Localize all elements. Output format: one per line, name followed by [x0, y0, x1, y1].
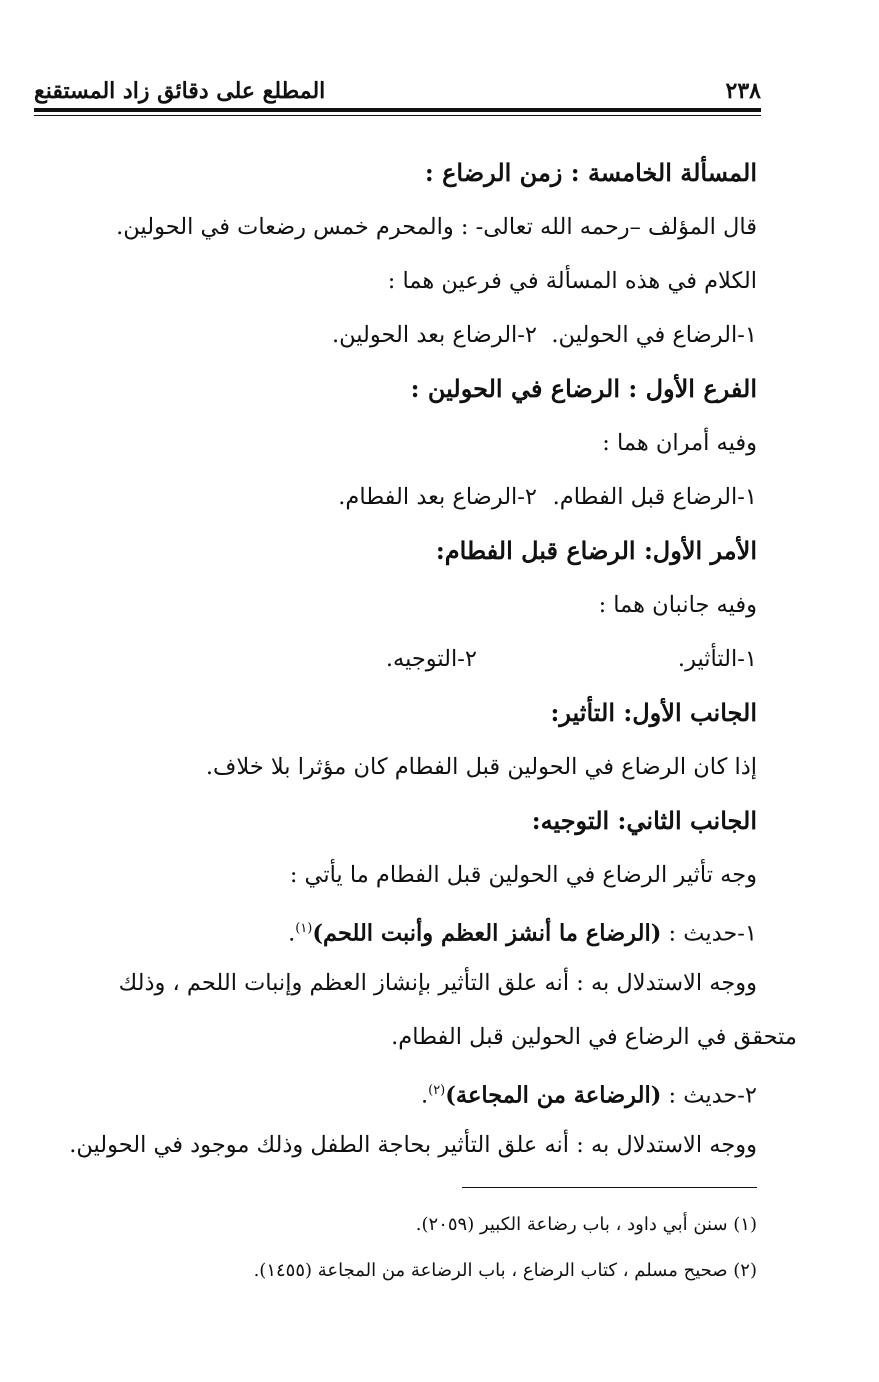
- enumeration: [40, 634, 757, 688]
- footnote: (١) سنن أبي داود ، باب رضاعة الكبير (٢٠٥٩).: [415, 1214, 757, 1235]
- running-header: [34, 74, 761, 104]
- paragraph: إذا كان الرضاع في الحولين قبل الفطام كان مؤثرا بلا خلاف.: [205, 754, 757, 780]
- paragraph: الكلام في هذه المسألة في فرعين هما :: [387, 268, 757, 294]
- hadith-line: [40, 904, 757, 958]
- subsection-heading: الجانب الأول: التأثير:: [550, 698, 757, 727]
- paragraph: وجه تأثير الرضاع في الحولين قبل الفطام ما يأتي :: [289, 862, 757, 888]
- enum-item: ١-الرضاع قبل الفطام.: [552, 484, 757, 510]
- enum-item: ٢-الرضاع بعد الفطام.: [338, 484, 537, 510]
- subsection-heading: الجانب الثاني: التوجيه:: [531, 806, 757, 835]
- paragraph: وفيه جانبان هما :: [598, 592, 757, 618]
- footnote-separator: [462, 1187, 757, 1188]
- subsection-heading: الفرع الأول : الرضاع في الحولين :: [410, 374, 757, 403]
- header-rule-thick: [34, 108, 761, 112]
- punctuation: .: [420, 1082, 429, 1109]
- footnote-ref: (١): [295, 921, 313, 936]
- page-number: ٢٣٨: [725, 78, 761, 104]
- hadith-prefix: ١-حديث :: [661, 920, 757, 947]
- enum-item: ١-الرضاع في الحولين.: [551, 322, 757, 348]
- footnotes: [40, 1205, 757, 1297]
- hadith-prefix: ٢-حديث :: [661, 1082, 757, 1109]
- paragraph: قال المؤلف –رحمه الله تعالى- : والمحرم خمس رضعات في الحولين.: [116, 214, 757, 240]
- subsection-heading: الأمر الأول: الرضاع قبل الفطام:: [435, 536, 757, 565]
- punctuation: .: [288, 920, 296, 947]
- paragraph: متحقق في الرضاع في الحولين قبل الفطام.: [391, 1024, 797, 1050]
- enum-item: ١-التأثير.: [677, 646, 757, 672]
- header-rule-thin: [34, 115, 761, 116]
- hadith-text: (الرضاع ما أنشز العظم وأنبت اللحم): [312, 920, 662, 947]
- paragraph: ووجه الاستدلال به : أنه علق التأثير بحاجة الطفل وذلك موجود في الحولين.: [69, 1132, 757, 1158]
- enumeration: [40, 310, 757, 364]
- main-text: [40, 148, 797, 1174]
- hadith-text: (الرضاعة من المجاعة): [445, 1082, 662, 1109]
- enum-item: ٢-التوجيه.: [385, 646, 477, 672]
- footnote: (٢) صحيح مسلم ، كتاب الرضاع ، باب الرضاعة من المجاعة (١٤٥٥).: [253, 1260, 757, 1281]
- paragraph: وفيه أمران هما :: [602, 430, 757, 456]
- enum-item: ٢-الرضاع بعد الحولين.: [331, 322, 537, 348]
- section-heading: المسألة الخامسة : زمن الرضاع :: [424, 158, 757, 187]
- enumeration: [40, 472, 757, 526]
- hadith-line: [40, 1066, 757, 1120]
- book-title: المطلع على دقائق زاد المستقنع: [34, 78, 326, 104]
- footnote-ref: (٢): [428, 1083, 446, 1098]
- paragraph: ووجه الاستدلال به : أنه علق التأثير بإنشاز العظم وإنبات اللحم ، وذلك: [118, 970, 757, 996]
